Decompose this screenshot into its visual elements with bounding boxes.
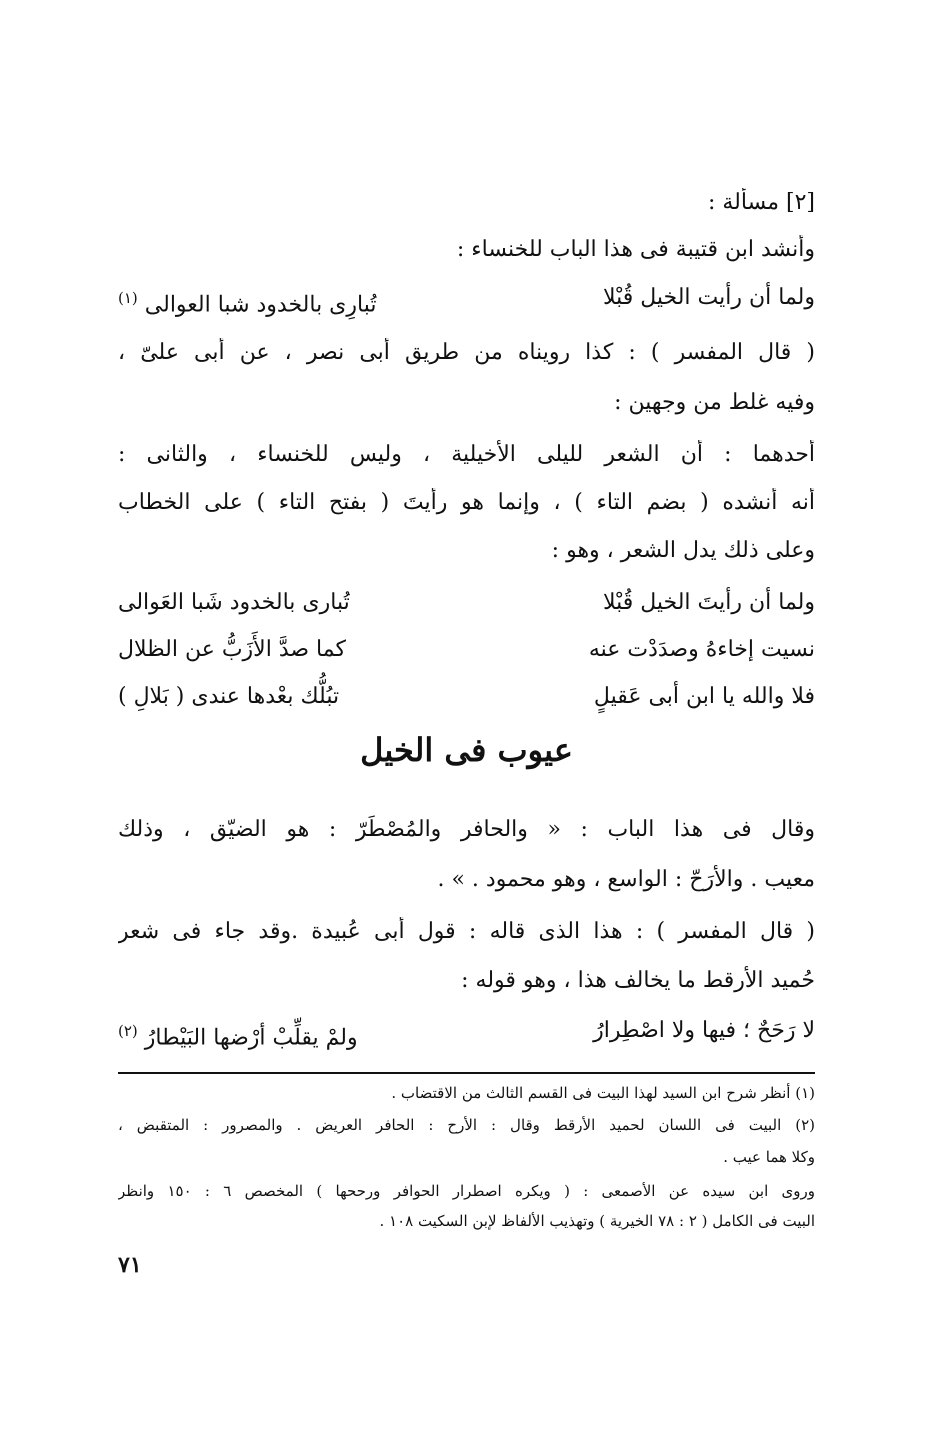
text-line: وعلى ذلك يدل الشعر ، وهو : [551, 538, 815, 563]
verse-line [118, 588, 815, 618]
page-number: ٧١ [118, 1252, 142, 1278]
section-number-line: [٢] مسألة : [707, 190, 815, 215]
verse-text: تُبارِى بالخدود شبا العوالى [144, 292, 377, 318]
verse-first-hemistich: لا رَحَحٌ ؛ فيها ولا اصْطِرارُ [593, 1018, 815, 1043]
text-line: معيب . والأَرَحّ : الواسع ، وهو محمود . » . [437, 867, 815, 892]
text-line: وفيه غلط من وجهين : [614, 390, 815, 415]
footnote-line: وروى ابن سيده عن الأصمعى : ( ويكره اصطرار الحوافر ورححها ) المخصص ٦ : ١٥٠ وانظر [118, 1182, 815, 1200]
verse-line [118, 1016, 815, 1051]
footnote-line: (١) أنظر شرح ابن السيد لهذا البيت فى القسم الثالث من الاقتضاب . [391, 1084, 815, 1102]
verse-first-hemistich: نسيت إخاءهُ وصدَدْت عنه [588, 637, 815, 662]
verse-first-hemistich: ولما أن رأيت الخيل قُبْلا [602, 285, 815, 310]
verse-line [118, 635, 815, 665]
verse-line [118, 283, 815, 318]
text-line: حُميد الأرقط ما يخالف هذا ، وهو قوله : [461, 968, 815, 993]
verse-first-hemistich: فلا والله يا ابن أبى عَقيلٍ [593, 684, 815, 709]
footnote-separator [118, 1072, 815, 1074]
section-heading: عيوب فى الخيل [360, 731, 573, 769]
verse-first-hemistich: ولما أن رأيتَ الخيل قُبْلا [602, 590, 815, 615]
text-line: وقال فى هذا الباب : « والحافر والمُصْطَرّ : هو الضيّق ، وذلك [118, 817, 815, 842]
text-line: وأنشد ابن قتيبة فى هذا الباب للخنساء : [456, 237, 815, 262]
footnote-marker: (٢) [118, 1022, 138, 1040]
verse-second-hemistich [118, 283, 377, 320]
verse-second-hemistich: كما صدَّ الأَزَبُّ عن الظلال [118, 637, 346, 662]
footnote-line: (٢) البيت فى اللسان لحميد الأرقط وقال : الأرح : الحافر العريض . والمصرور : المتقبض ، [118, 1116, 815, 1134]
text-line: أحدهما : أن الشعر لليلى الأخيلية ، وليس للخنساء ، والثانى : [118, 442, 815, 467]
verse-line [118, 682, 815, 712]
footnote-marker: (١) [118, 289, 138, 307]
verse-second-hemistich: تُبارى بالخدود شَبا العَوالى [118, 590, 350, 615]
verse-second-hemistich [118, 1016, 358, 1053]
footnote-line: البيت فى الكامل ( ٢ : ٧٨ الخيرية ) وتهذيب الألفاظ لإبن السكيت ١٠٨ . [379, 1212, 815, 1230]
verse-text: ولمْ يقلِّبْ أرْضها البَيْطارُ [144, 1025, 358, 1051]
footnote-line: وكلا هما عيب . [723, 1148, 815, 1166]
text-line: أنه أنشده ( بضم التاء ) ، وإنما هو رأيتَ ( بفتح التاء ) على الخطاب [118, 490, 815, 515]
text-line: ( قال المفسر ) : هذا الذى قاله : قول أبى عُبيدة .وقد جاء فى شعر [118, 919, 815, 944]
text-line: ( قال المفسر ) : كذا رويناه من طريق أبى نصر ، عن أبى علىّ ، [118, 340, 815, 365]
verse-second-hemistich: تبُلُّك بعْدها عندى ( بَلالِ ) [118, 684, 340, 709]
